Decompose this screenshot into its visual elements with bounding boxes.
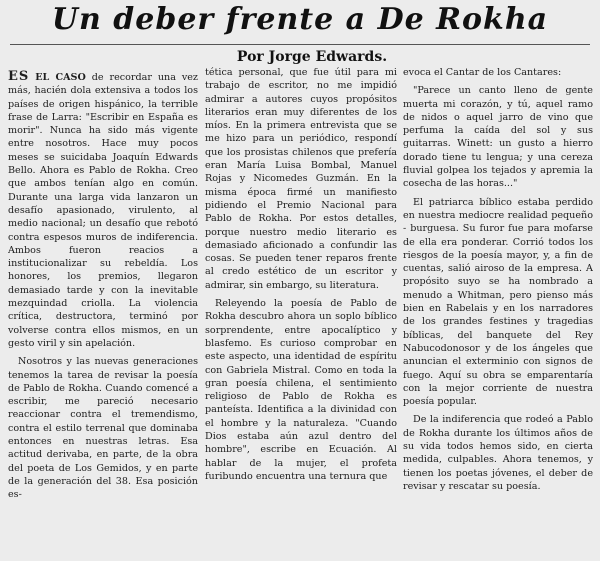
column-3 bbox=[403, 66, 593, 556]
column-3-paragraph-4: De la indiferencia que rodeó a Pablo de Rokha durante los últimos años de su vida todos hemos sido, en cierta medida, culpables. Ahora tenemos, y tienen los poetas jóvenes, el deber de revisar y rescatar su poesía. bbox=[403, 414, 593, 492]
column-2 bbox=[205, 66, 397, 556]
column-3-paragraph-1: evoca el Cantar de los Cantares: bbox=[403, 67, 562, 78]
lead-word: ES bbox=[8, 70, 30, 84]
column-3-quote: "Parece un canto lleno de gente muerta mi corazón, y tú, aquel ramo de nidos o aquel jarro de vino que perfuma la caída del sol y sus guitarras. Winett: un gusto a hierro dorado tiene tu lengua; y una cereza fluvial golpea los tejados y apremia la cosecha de las horas..." bbox=[403, 85, 593, 190]
column-1-paragraph-2: Nosotros y las nuevas generaciones tenemos la tarea de revisar la poesía de Pablo de Rokha. Cuando comencé a escribir, me pareció necesario reaccionar contra el tremendismo, contra el estilo terrenal que dominaba entonces en nuestras letras. Esa actitud derivaba, en parte, de la obra del poeta de Los Gemidos, y en parte de la generación del 38. Esa posición es- bbox=[8, 356, 198, 501]
article-byline: Por Jorge Edwards. bbox=[236, 49, 388, 65]
column-1-paragraph-1-text: de recordar una vez más, hacién dola extensiva a todos los países de origen hispánico, la terrible frase de Larra: "Escribir en España es morir". Nunca ha sido más vigente entre nosotros. Hace muy pocos meses se suicidaba Joaquín Edwards Bello. Ahora es Pablo de Rokha. Creo que ambos tenían algo en común. Durante una larga vida lanzaron un desafío apasionado, virulento, al medio nacional; un desafío que rebotó contra espesos muros de indiferencia. Ambos fueron reacios a institucionalizar su rebeldía. Los honores, los premios, llegaron demasiado tarde y con la inevitable mezquindad criolla. La violencia crítica, destructora, terminó por volverse contra ellos mismos, en un gesto viril y sin apelación. bbox=[8, 72, 198, 349]
lead-bold-phrase: EL CASO bbox=[35, 72, 86, 83]
column-2-paragraph-2: Releyendo la poesía de Pablo de Rokha descubro ahora un soplo bíblico sorprendente, entre apocalíptico y blasfemo. Es curioso comprobar en este aspecto, una identidad de espíritu con Gabriela Mistral. Como en toda la gran poesía chilena, el sentimiento religioso de Pablo de Rokha es panteísta. Identifica a la divinidad con el hombre y la naturaleza. "Cuando Dios estaba aún azul dentro del hombre", escribe en Ecuación. Al hablar de la mujer, el profeta furibundo encuentra una ternura que bbox=[205, 298, 397, 482]
column-1 bbox=[8, 70, 198, 556]
article-title: Un deber frente a De Rokha bbox=[51, 2, 549, 37]
column-2-paragraph-1: tética personal, que fue útil para mi trabajo de escritor, no me impidió admirar a autores cuyos propósitos literarios eran muy diferentes de los míos. En la primera entrevista que se me hizo para un periódico, respondí que los prosistas chilenos que prefería eran María Luisa Bombal, Manuel Rojas y Nicomedes Guzmán. En la misma época firmé un manifiesto pidiendo el Premio Nacional para Pablo de Rokha. Por estos detalles, porque nuestro medio literario es demasiado aficionado a confundir las cosas. Se pueden tener reparos frente al credo estético de un escritor y admirar, sin embargo, su literatura. bbox=[205, 67, 397, 291]
column-1-paragraph-1 bbox=[8, 70, 198, 350]
title-rule bbox=[10, 44, 590, 45]
column-3-paragraph-3: El patriarca bíblico estaba perdido en nuestra mediocre realidad pequeño - burguesa. Su furor fue para mofarse de ella era ponderar. Corrió todos los riesgos de la poesía mayor, y, a fin de cuentas, salió airoso de la empresa. A propósito suyo se ha nombrado a menudo a Whitman, pero pienso más bien en Rabelais y en los narradores de los grandes festines y tragedias bíblicas, del banquete del Rey Nabucodonosor y de los ángeles que anuncian el exterminio con signos de fuego. Aquí su obra se emparentaría con la mejor corriente de nuestra poesía popular. bbox=[403, 196, 593, 408]
